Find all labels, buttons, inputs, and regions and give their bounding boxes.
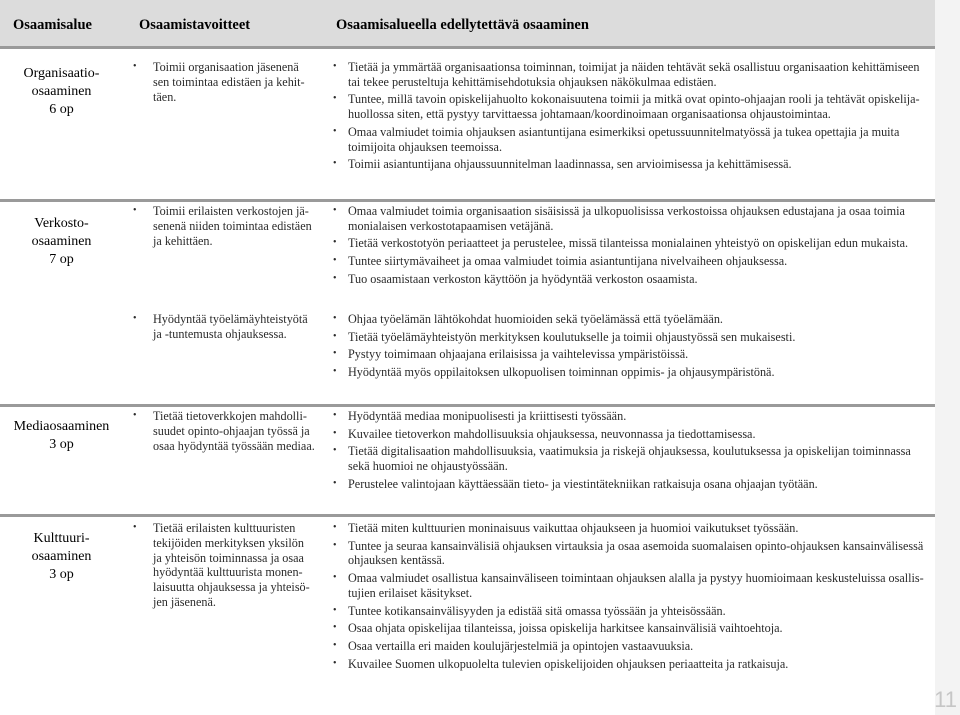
area-name-line: 7 op (49, 252, 74, 267)
competence-list (331, 60, 933, 175)
bullet-icon: • (133, 410, 137, 421)
competence-item: • Tuntee kotikansainvälisyyden ja edistää sitä omassa työssään ja yhteisössään. (331, 604, 933, 619)
goal-item (133, 204, 318, 248)
competence-item: • Kuvailee Suomen ulkopuolelta tulevien opiskelijoiden ohjauksen periaatteita ja ratkaisuja. (331, 657, 933, 672)
competence-item: • Toimii asiantuntijana ohjaussuunnitelman laadinnassa, sen arvioimisessa ja kehittämisessä. (331, 157, 933, 172)
competence-item: • Tietää digitalisaation mahdollisuuksia, vaatimuksia ja riskejä ohjauksessa, koulutuksessa ja opiskelijan toiminnassa sekä huomioi ne ohjaustyössään. (331, 444, 933, 474)
area-name (0, 530, 123, 584)
page-margin (935, 0, 960, 715)
competence-item: • Tietää työelämäyhteistyön merkityksen koulutukselle ja toimii ohjaustyössä sen mukaisesti. (331, 330, 933, 345)
goal-item (133, 521, 318, 610)
area-name (0, 65, 123, 119)
header-goals: Osaamistavoitteet (139, 17, 251, 33)
competence-item: • Tuo osaamistaan verkoston käyttöön ja hyödyntää verkoston osaamista. (331, 272, 933, 287)
competence-item: • Hyödyntää mediaa monipuolisesti ja kriittisesti työssään. (331, 409, 933, 424)
area-name-line: Organisaatio- (23, 66, 100, 81)
header-divider (0, 46, 935, 49)
competence-item: • Tuntee ja seuraa kansainvälisiä ohjauksen virtauksia ja osaa asemoida suomalaisen opinto-ohjauksen kansainvälisessä ohjauksen kentässä. (331, 539, 933, 569)
competence-list (331, 312, 933, 383)
goal-item (133, 60, 318, 104)
page-number: 11 (934, 687, 957, 712)
competence-item: • Tietää verkostotyön periaatteet ja perustelee, missä tilanteissa monialainen yhteistyö on opiskelijan edun mukaista. (331, 236, 933, 251)
area-name (0, 215, 123, 269)
area-name-line: osaaminen (31, 84, 92, 99)
row-divider (0, 404, 935, 407)
competence-list (331, 409, 933, 495)
goal-item (133, 409, 318, 453)
competence-item: • Hyödyntää myös oppilaitoksen ulkopuolisen toiminnan oppimis- ja ohjausympäristönä. (331, 365, 933, 380)
goal-text: Toimii organisaation jäsenenä sen toimintaa edistäen ja kehit- täen. (153, 60, 305, 104)
area-name (0, 418, 123, 454)
area-name-line: 6 op (49, 102, 74, 117)
competence-item: • Omaa valmiudet toimia organisaation sisäisissä ja ulkopuolisissa verkostoissa ohjauksen edustajana ja osaa toimia monialaisen verkostotapaamisen vetäjänä. (331, 204, 933, 234)
area-name-line: Mediaosaaminen (13, 419, 110, 434)
competence-item: • Tuntee siirtymävaiheet ja omaa valmiudet toimia asiantuntijana nivelvaiheen ohjauksessa. (331, 254, 933, 269)
competence-item: • Omaa valmiudet toimia ohjauksen asiantuntijana esimerkiksi opetussuunnitelmatyössä ja tukea opettajia ja muita toimijoita ohjauksen teemoissa. (331, 125, 933, 155)
area-name-line: Verkosto- (34, 216, 89, 231)
goal-item (133, 312, 318, 342)
competence-item: • Ohjaa työelämän lähtökohdat huomioiden sekä työelämässä että työelämään. (331, 312, 933, 327)
row-divider (0, 199, 935, 202)
table-header (0, 0, 935, 46)
area-name-line: 3 op (49, 437, 74, 452)
competence-list (331, 204, 933, 290)
competence-item: • Tuntee, millä tavoin opiskelijahuolto kokonaisuutena toimii ja mitkä ovat opinto-ohjaajan rooli ja tehtävät opiskelija-huollossa siten, että pystyy tarvittaessa johtamaan/koordinoimaan organisaationsa ohjaustoimintaa. (331, 92, 933, 122)
competence-item: • Tietää miten kulttuurien moninaisuus vaikuttaa ohjaukseen ja huomioi vaikutukset työssään. (331, 521, 933, 536)
bullet-icon: • (133, 313, 137, 324)
competence-item: • Osaa vertailla eri maiden koulujärjestelmiä ja opintojen vastaavuuksia. (331, 639, 933, 654)
header-competence: Osaamisalueella edellytettävä osaaminen (336, 17, 589, 33)
bullet-icon: • (133, 205, 137, 216)
row-divider (0, 514, 935, 517)
area-name-line: 3 op (49, 567, 74, 582)
area-name-line: Kulttuuri- (33, 531, 90, 546)
goal-text: Tietää erilaisten kulttuuristen tekijöiden merkityksen yksilön ja yhteisön toiminnassa ja osaa hyödyntää kulttuurista monen- laisuutta ohjauksessa ja yhteisö- jen jäsenenä. (153, 521, 310, 609)
bullet-icon: • (133, 522, 137, 533)
bullet-icon: • (133, 61, 137, 72)
goal-text: Tietää tietoverkkojen mahdolli- suudet opinto-ohjaajan työssä ja osaa hyödyntää työssään mediaa. (153, 409, 315, 453)
competence-item: • Tietää ja ymmärtää organisaationsa toiminnan, toimijat ja näiden tehtävät sekä osallistuu organisaation kehittämiseen tai tekee perusteltuja kehittämisehdotuksia ohjauksen näkökulmaa edistäen. (331, 60, 933, 90)
competence-item: • Pystyy toimimaan ohjaajana erilaisissa ja vaihtelevissa ympäristöissä. (331, 347, 933, 362)
goal-text: Hyödyntää työelämäyhteistyötä ja -tuntemusta ohjauksessa. (153, 312, 308, 341)
goal-text: Toimii erilaisten verkostojen jä- senenä niiden toimintaa edistäen ja kehittäen. (153, 204, 312, 248)
header-area: Osaamisalue (13, 17, 92, 33)
area-name-line: osaaminen (31, 549, 92, 564)
competence-list (331, 521, 933, 674)
competence-item: • Omaa valmiudet osallistua kansainväliseen toimintaan ohjauksen alalla ja pystyy huomioimaan keskusteluissa osallis-tujien erilaiset käsitykset. (331, 571, 933, 601)
competence-item: • Kuvailee tietoverkon mahdollisuuksia ohjauksessa, neuvonnassa ja tiedottamisessa. (331, 427, 933, 442)
competence-item: • Osaa ohjata opiskelijaa tilanteissa, joissa opiskelija harkitsee kansainvälisiä vaihtoehtoja. (331, 621, 933, 636)
competence-item: • Perustelee valintojaan käyttäessään tieto- ja viestintätekniikan ratkaisuja osana ohjaajan työtään. (331, 477, 933, 492)
area-name-line: osaaminen (31, 234, 92, 249)
